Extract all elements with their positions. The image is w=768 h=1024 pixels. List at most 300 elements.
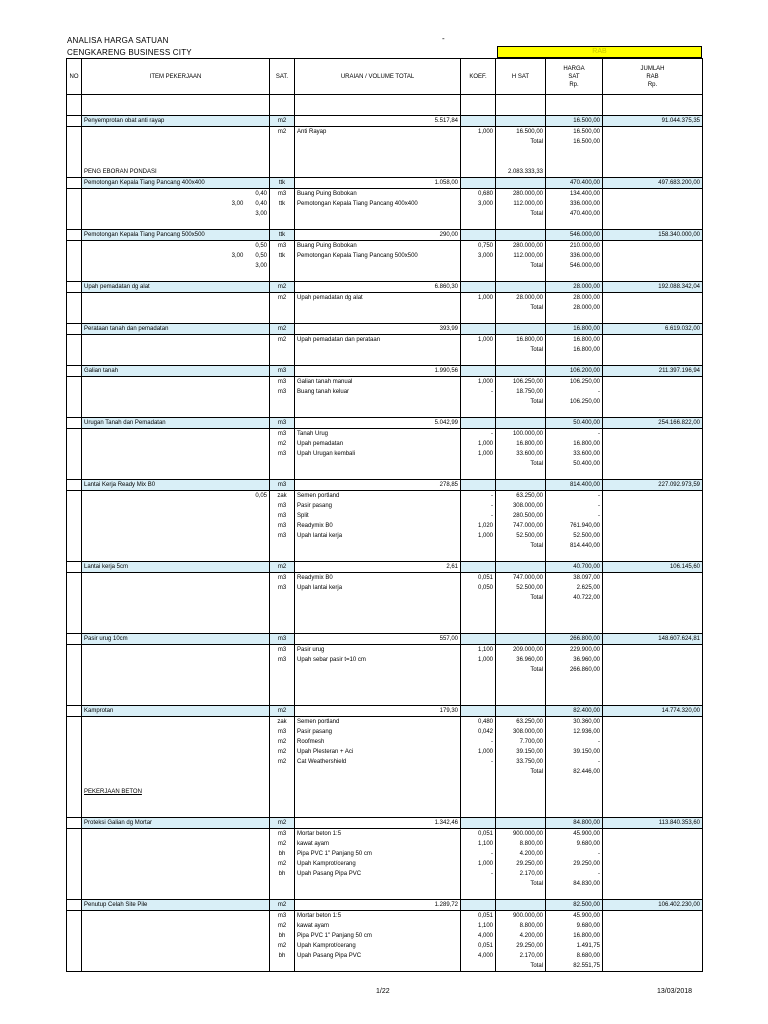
blank-row [67,105,703,116]
item-row [67,480,703,491]
jumlah-cell [603,623,703,634]
sat-cell [270,767,295,777]
total-row [67,767,703,777]
harga-cell: 336.000,00 [546,251,603,261]
blank-row [67,889,703,900]
no-cell [67,849,82,859]
harga-cell [546,147,603,157]
uraian-cell: 5.517,84 [295,116,461,127]
sat-cell: m2 [270,941,295,951]
sat-cell: ttk [270,178,295,189]
project-name: CENGKARENG BUSINESS CITY [67,48,192,57]
sat-cell [270,303,295,313]
hsat-cell [496,797,546,807]
item-cell: Pemotongan Kepala Tiang Pancang 500x500 [82,230,270,241]
section-title-row [67,167,703,178]
item-cell [82,157,270,167]
no-cell [67,199,82,209]
sat-cell: m3 [270,727,295,737]
harga-sat-line2: SAT [568,73,580,80]
hsat-cell: 63.250,00 [496,717,546,728]
jumlah-cell [603,501,703,511]
jumlah-cell [603,439,703,449]
uraian-cell [295,167,461,178]
harga-cell: - [546,429,603,440]
sat-cell: m2 [270,818,295,829]
koef-cell: 3,000 [461,199,496,209]
sat-cell [270,551,295,562]
item-cell [82,777,270,787]
component-row [67,921,703,931]
item-row [67,900,703,911]
item-cell [82,251,270,261]
harga-cell [546,787,603,797]
sat-cell: m2 [270,747,295,757]
component-row [67,439,703,449]
uraian-cell: Buang tanah keluar [295,387,461,397]
uraian-cell [295,767,461,777]
koef-cell [461,562,496,573]
no-cell [67,623,82,634]
harga-cell: 45.900,00 [546,911,603,922]
hsat-cell: 4.200,00 [496,931,546,941]
item-cell [82,397,270,407]
harga-cell: - [546,387,603,397]
hsat-cell [496,613,546,623]
sat-cell: m2 [270,757,295,767]
jumlah-cell [603,603,703,613]
sat-cell: bh [270,869,295,879]
koef-cell [461,397,496,407]
blank-row [67,613,703,623]
sat-cell [270,613,295,623]
blank-row [67,685,703,695]
jumlah-cell [603,377,703,388]
no-cell [67,189,82,200]
harga-cell: 814.440,00 [546,541,603,551]
jumlah-cell [603,355,703,366]
koef-cell [461,593,496,603]
col-hsat: H SAT [496,59,546,95]
uraian-cell: 179,30 [295,706,461,717]
table-header-row [67,59,703,95]
no-cell [67,859,82,869]
jumlah-cell: 192.088.342,04 [603,282,703,293]
uraian-cell [295,105,461,116]
koef-cell: 1,000 [461,449,496,459]
harga-cell: 134.400,00 [546,189,603,200]
item-cell [82,695,270,706]
no-cell [67,303,82,313]
koef-cell [461,282,496,293]
component-row [67,869,703,879]
koef-cell [461,685,496,695]
jumlah-cell [603,127,703,138]
hsat-cell [496,695,546,706]
uraian-cell: Pasir urug [295,645,461,656]
item-cell [82,961,270,972]
no-cell [67,469,82,480]
component-row [67,583,703,593]
no-cell [67,491,82,502]
harga-cell [546,685,603,695]
sat-cell [270,961,295,972]
total-label: Total [496,665,546,675]
no-cell [67,397,82,407]
component-row [67,491,703,502]
no-cell [67,167,82,178]
koef-cell: - [461,491,496,502]
harga-cell [546,219,603,230]
hsat-cell [496,787,546,797]
item-cell: Penyemprotan obat anti rayap [82,116,270,127]
hsat-cell [496,685,546,695]
jumlah-cell [603,541,703,551]
jumlah-cell [603,829,703,840]
harga-cell: 82.446,00 [546,767,603,777]
uraian-cell: Pasir pasang [295,501,461,511]
no-cell [67,829,82,840]
no-cell [67,521,82,531]
uraian-cell: 1.289,72 [295,900,461,911]
sat-cell: m2 [270,127,295,138]
no-cell [67,727,82,737]
jumlah-cell [603,303,703,313]
sat-cell: zak [270,717,295,728]
no-cell [67,889,82,900]
hsat-cell: 308.000,00 [496,727,546,737]
harga-cell: - [546,737,603,747]
no-cell [67,324,82,335]
harga-cell: 16.500,00 [546,116,603,127]
col-harga-sat [546,59,603,95]
item-row [67,706,703,717]
blank-row [67,623,703,634]
no-cell [67,366,82,377]
hsat-cell [496,116,546,127]
item-cell [82,105,270,116]
uraian-cell: Upah sebar pasir t=10 cm [295,655,461,665]
hsat-cell [496,777,546,787]
sat-cell [270,271,295,282]
koef-cell [461,777,496,787]
uraian-cell [295,407,461,418]
harga-cell: 814.400,00 [546,480,603,491]
harga-cell: 16.800,00 [546,345,603,355]
hsat-cell: 280.500,00 [496,511,546,521]
harga-cell [546,313,603,324]
harga-cell: 9.680,00 [546,839,603,849]
no-cell [67,573,82,584]
sat-cell: m3 [270,829,295,840]
harga-cell: 16.800,00 [546,931,603,941]
sat-cell: m2 [270,737,295,747]
jumlah-cell [603,747,703,757]
jumlah-cell [603,429,703,440]
sat-cell: m2 [270,293,295,304]
item-cell [82,747,270,757]
uraian-cell [295,777,461,787]
uraian-cell [295,797,461,807]
no-cell [67,459,82,469]
hsat-cell [496,355,546,366]
uraian-cell: Mortar beton 1:5 [295,829,461,840]
uraian-cell: Buang Puing Bobokan [295,189,461,200]
uraian-cell: Semen portland [295,717,461,728]
uraian-cell [295,695,461,706]
blank-row [67,797,703,807]
no-cell [67,839,82,849]
jumlah-cell [603,849,703,859]
koef-cell: 0,051 [461,829,496,840]
jumlah-cell: 106.402.230,00 [603,900,703,911]
koef-cell: 1,000 [461,859,496,869]
uraian-cell: Galian tanah manual [295,377,461,388]
no-cell [67,271,82,282]
hsat-cell: 16.800,00 [496,335,546,346]
item-cell [82,407,270,418]
blank-row [67,407,703,418]
harga-cell: 52.500,00 [546,531,603,541]
item-cell [82,613,270,623]
uraian-cell [295,551,461,562]
harga-cell: 16.800,00 [546,439,603,449]
koef-cell [461,613,496,623]
no-cell [67,921,82,931]
sat-cell: m2 [270,706,295,717]
component-row [67,531,703,541]
sat-cell: m2 [270,439,295,449]
uraian-cell [295,665,461,675]
hsat-cell [496,807,546,818]
koef-cell [461,95,496,106]
hsat-cell: 52.500,00 [496,583,546,593]
koef-cell: 0,480 [461,717,496,728]
no-cell [67,941,82,951]
component-row [67,429,703,440]
sat-cell: m3 [270,429,295,440]
no-cell [67,501,82,511]
no-cell [67,541,82,551]
item-cell [82,603,270,613]
component-row [67,511,703,521]
koef-cell [461,889,496,900]
uraian-cell [295,807,461,818]
factor-value: 0,50 [255,242,267,249]
print-date: 13/03/2018 [657,988,693,995]
koef-cell [461,261,496,271]
hsat-cell [496,282,546,293]
item-cell: Proteksi Galian dg Mortar [82,818,270,829]
jumlah-cell [603,573,703,584]
harga-cell: 266.800,00 [546,634,603,645]
jumlah-cell [603,271,703,282]
harga-cell: - [546,849,603,859]
koef-cell: - [461,737,496,747]
no-cell [67,127,82,138]
koef-cell: 0,051 [461,573,496,584]
no-cell [67,807,82,818]
uraian-cell: Pipa PVC 1" Panjang 50 cm [295,849,461,859]
uraian-cell [295,147,461,157]
hsat-cell: 747.000,00 [496,521,546,531]
jumlah-cell: 227.092.973,59 [603,480,703,491]
uraian-cell: Buang Puing Bobokan [295,241,461,252]
jumlah-cell [603,665,703,675]
harga-cell: 761.940,00 [546,521,603,531]
hsat-cell [496,562,546,573]
harga-cell [546,167,603,178]
koef-cell [461,147,496,157]
jumlah-cell: 158.340.000,00 [603,230,703,241]
koef-cell [461,818,496,829]
harga-cell [546,797,603,807]
total-row [67,593,703,603]
price-analysis-table [66,58,703,972]
component-row [67,757,703,767]
uraian-cell: Cat Weathershield [295,757,461,767]
koef-cell: 1,000 [461,127,496,138]
no-cell [67,900,82,911]
koef-cell [461,807,496,818]
harga-cell: 28.000,00 [546,293,603,304]
hsat-cell: 280.000,00 [496,189,546,200]
hsat-cell: 36.960,00 [496,655,546,665]
koef-cell: - [461,429,496,440]
uraian-cell [295,961,461,972]
uraian-cell [295,355,461,366]
sat-cell [270,469,295,480]
jumlah-cell [603,407,703,418]
koef-cell [461,469,496,480]
koef-cell [461,116,496,127]
jumlah-cell [603,961,703,972]
no-cell [67,583,82,593]
uraian-cell: Readymix B0 [295,521,461,531]
harga-cell: 28.000,00 [546,303,603,313]
harga-cell: 106.200,00 [546,366,603,377]
blank-row [67,777,703,787]
sat-cell: m3 [270,911,295,922]
blank-row [67,219,703,230]
sat-cell [270,397,295,407]
component-row [67,941,703,951]
item-cell [82,355,270,366]
koef-cell [461,675,496,685]
sat-cell: m3 [270,583,295,593]
uraian-cell [295,593,461,603]
sat-cell: m2 [270,335,295,346]
item-cell [82,767,270,777]
item-cell: Pasir urug 10cm [82,634,270,645]
uraian-cell [295,675,461,685]
blank-row [67,157,703,167]
hsat-cell: 308.000,00 [496,501,546,511]
harga-cell: 50.400,00 [546,418,603,429]
col-no: NO [67,59,82,95]
jumlah-cell [603,685,703,695]
hsat-cell: 16.800,00 [496,439,546,449]
koef-cell: - [461,501,496,511]
sat-cell: m2 [270,859,295,869]
sat-cell: m3 [270,645,295,656]
sat-cell [270,685,295,695]
uraian-cell [295,613,461,623]
component-row [67,199,703,209]
no-cell [67,593,82,603]
jumlah-cell [603,859,703,869]
no-cell [67,869,82,879]
item-cell [82,879,270,889]
total-label: Total [496,209,546,219]
sat-cell: m3 [270,511,295,521]
blank-row [67,603,703,613]
item-row [67,634,703,645]
jumlah-cell [603,695,703,706]
header-dash: - [442,34,445,43]
uraian-cell [295,459,461,469]
uraian-cell: 5.042,99 [295,418,461,429]
uraian-cell [295,313,461,324]
sat-cell [270,137,295,147]
component-row [67,449,703,459]
hsat-cell [496,634,546,645]
koef-cell [461,634,496,645]
item-cell [82,439,270,449]
item-row [67,418,703,429]
koef-cell [461,879,496,889]
harga-cell: 40.700,00 [546,562,603,573]
hsat-cell [496,407,546,418]
blank-row [67,675,703,685]
koef-cell [461,219,496,230]
item-cell [82,665,270,675]
koef-cell [461,900,496,911]
blank-row [67,355,703,366]
koef-cell: 1,000 [461,747,496,757]
item-cell [82,889,270,900]
koef-cell [461,230,496,241]
sat-cell: bh [270,931,295,941]
jumlah-rab-line2: RAB [646,73,659,80]
no-cell [67,747,82,757]
hsat-cell [496,313,546,324]
jumlah-cell [603,807,703,818]
harga-cell [546,469,603,480]
component-row [67,839,703,849]
total-label: Total [496,593,546,603]
harga-cell [546,551,603,562]
jumlah-cell [603,879,703,889]
blank-row [67,807,703,818]
component-row [67,501,703,511]
harga-cell: 50.400,00 [546,459,603,469]
jumlah-cell [603,241,703,252]
koef-cell: - [461,869,496,879]
uraian-cell: Upah Urugan kembali [295,449,461,459]
jumlah-cell [603,219,703,230]
component-row [67,335,703,346]
koef-cell [461,324,496,335]
koef-cell: 1,000 [461,335,496,346]
item-cell [82,737,270,747]
jumlah-cell [603,293,703,304]
total-label: Total [496,459,546,469]
hsat-cell: 33.600,00 [496,449,546,459]
no-cell [67,511,82,521]
uraian-cell: 1.058,00 [295,178,461,189]
uraian-cell: Upah pemadatan dg alat [295,293,461,304]
